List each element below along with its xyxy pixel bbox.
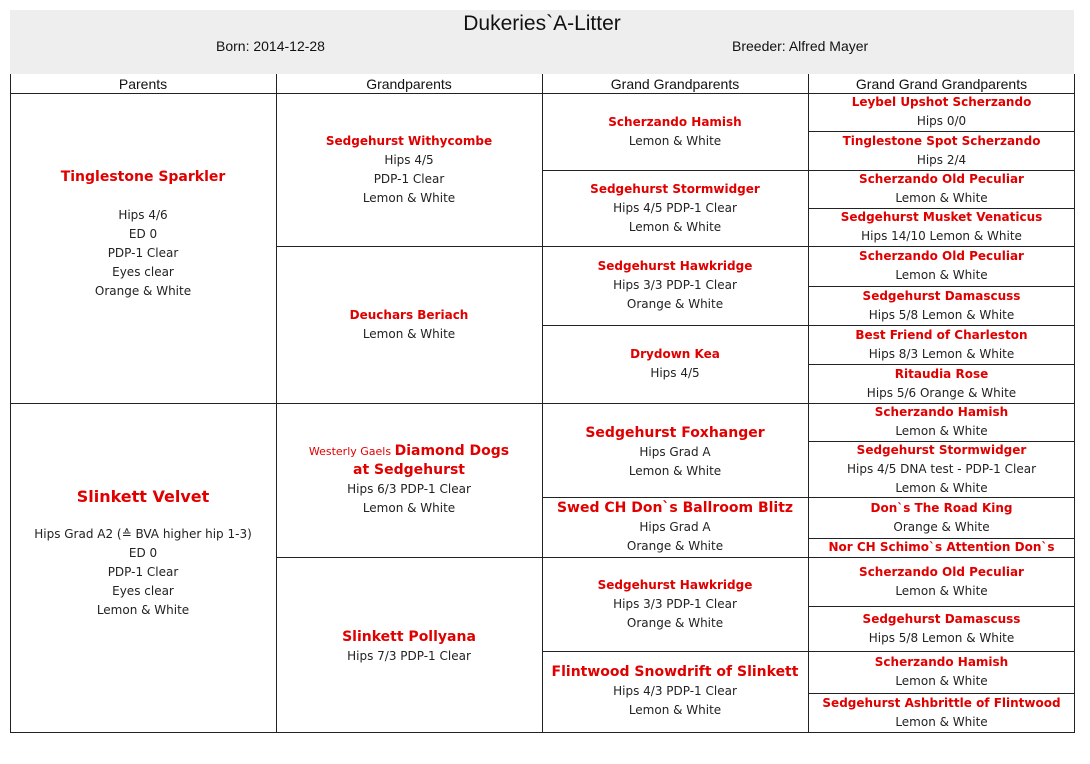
grid-horizontal xyxy=(808,693,1075,694)
pedigree-cell xyxy=(808,131,1075,170)
pedigree-cell xyxy=(542,325,808,403)
dog-name xyxy=(309,442,509,461)
grid-horizontal xyxy=(276,246,1075,247)
pedigree-cell xyxy=(10,79,276,389)
dog-detail: Orange & White xyxy=(626,615,724,630)
dog-detail: Lemon & White xyxy=(895,191,988,205)
grid-horizontal xyxy=(808,131,1075,132)
pedigree-cell xyxy=(542,557,808,651)
dog-detail: Hips Grad A xyxy=(639,519,711,534)
dog-name: Swed CH Don`s Ballroom Blitz xyxy=(556,499,794,516)
breeder-name: Breeder: Alfred Mayer xyxy=(732,38,869,54)
pedigree-cell xyxy=(808,208,1075,246)
grid-horizontal xyxy=(542,651,1075,652)
dog-detail: Lemon & White xyxy=(895,480,988,495)
dog-detail: Lemon & White xyxy=(895,268,988,282)
dog-detail: PDP-1 Clear xyxy=(107,565,179,579)
dog-detail: Eyes clear xyxy=(112,264,174,279)
litter-title: Dukeries`A-Litter xyxy=(463,12,621,35)
dog-name: Best Friend of Charleston xyxy=(855,327,1028,342)
dog-name: Sedgehurst Foxhanger xyxy=(585,424,765,441)
dog-detail: Hips 4/5 xyxy=(384,152,434,167)
born-date: Born: 2014-12-28 xyxy=(216,38,325,54)
dog-name: Sedgehurst Stormwidger xyxy=(856,442,1027,457)
dog-detail: Hips 2/4 xyxy=(916,152,967,167)
dog-name-line2: at Sedgehurst xyxy=(353,462,465,478)
dog-name: Sedgehurst Stormwidger xyxy=(590,181,760,196)
dog-detail: Hips 4/5 PDP-1 Clear xyxy=(613,200,737,215)
pedigree-cell xyxy=(808,93,1075,131)
dog-detail: Lemon & White xyxy=(362,326,456,341)
dog-detail: Lemon & White xyxy=(628,703,722,717)
dog-detail: Hips 3/3 PDP-1 Clear xyxy=(613,596,737,611)
dog-name: Scherzando Hamish xyxy=(608,114,742,129)
dog-name: Sedgehurst Hawkridge xyxy=(597,259,753,273)
column-header: Grand Grandparents xyxy=(610,76,740,92)
dog-detail: Hips Grad A2 (≙ BVA higher hip 1-3) xyxy=(34,527,252,541)
dog-detail: Lemon & White xyxy=(628,133,722,148)
pedigree-cell xyxy=(808,441,1075,497)
dog-name: Scherzando Hamish xyxy=(874,655,1009,669)
pedigree-cell xyxy=(808,538,1075,557)
dog-name: Nor CH Schimo`s Attention Don`s xyxy=(828,540,1055,554)
pedigree-cell xyxy=(808,325,1075,364)
column-header: Grandparents xyxy=(366,76,452,92)
dog-name: Scherzando Old Peculiar xyxy=(859,172,1024,186)
dog-name: Drydown Kea xyxy=(630,347,720,361)
dog-name: Don`s The Road King xyxy=(870,500,1013,515)
dog-detail: Hips 5/8 Lemon & White xyxy=(868,630,1015,645)
grid-horizontal xyxy=(542,170,1075,171)
pedigree-cell xyxy=(276,559,542,734)
pedigree-cell xyxy=(276,93,542,246)
pedigree-cell xyxy=(276,403,542,557)
dog-detail: Hips 8/3 Lemon & White xyxy=(868,346,1015,361)
dog-detail: Hips 4/6 xyxy=(118,207,168,222)
pedigree-cell xyxy=(542,246,808,325)
dog-name: Deuchars Beriach xyxy=(349,307,469,322)
dog-detail: PDP-1 Clear xyxy=(107,245,179,260)
dog-name: Sedgehurst Damascuss xyxy=(862,611,1021,626)
dog-detail: Hips 3/3 PDP-1 Clear xyxy=(613,278,737,292)
pedigree-cell xyxy=(808,606,1075,651)
pedigree-cell xyxy=(808,693,1075,732)
dog-detail: Orange & White xyxy=(94,283,192,298)
dog-name: Scherzando Old Peculiar xyxy=(859,249,1024,263)
dog-name-part: Diamond Dogs xyxy=(394,443,510,459)
pedigree-cell xyxy=(542,405,808,499)
grid-horizontal xyxy=(808,441,1075,442)
pedigree-cell xyxy=(808,170,1075,208)
column-header: Grand Grand Grandparents xyxy=(855,76,1028,92)
dog-name: Scherzando Hamish xyxy=(874,405,1009,419)
dog-name: Scherzando Old Peculiar xyxy=(859,564,1024,579)
dog-detail: Hips 4/5 xyxy=(650,366,700,380)
grid-top xyxy=(10,93,1075,94)
dog-detail: Eyes clear xyxy=(112,584,174,598)
grid-horizontal xyxy=(542,497,1075,498)
pedigree-cell xyxy=(808,286,1075,325)
dog-detail: Lemon & White xyxy=(628,463,722,478)
dog-detail: Hips 4/3 PDP-1 Clear xyxy=(613,684,737,698)
grid-horizontal xyxy=(808,286,1075,287)
dog-detail: Hips 4/5 DNA test - PDP-1 Clear xyxy=(846,461,1037,476)
dog-detail: ED 0 xyxy=(128,546,158,560)
pedigree-cell xyxy=(542,93,808,170)
pedigree-cell xyxy=(10,389,276,718)
pedigree-cell xyxy=(808,651,1075,693)
dog-name: Leybel Upshot Scherzando xyxy=(851,95,1032,109)
dog-name: Slinkett Pollyana xyxy=(342,628,476,645)
dog-detail: Hips 14/10 Lemon & White xyxy=(861,229,1022,243)
grid-horizontal xyxy=(808,538,1075,539)
dog-name: Slinkett Velvet xyxy=(76,487,210,506)
column-header: Parents xyxy=(118,76,168,92)
dog-name: Sedgehurst Hawkridge xyxy=(597,577,753,592)
dog-detail: Lemon & White xyxy=(895,674,988,688)
dog-name: Sedgehurst Musket Venaticus xyxy=(840,210,1043,224)
dog-detail: Orange & White xyxy=(893,519,990,534)
pedigree-cell xyxy=(276,246,542,403)
dog-detail: Lemon & White xyxy=(895,714,988,729)
dog-name: Flintwood Snowdrift of Slinkett xyxy=(551,664,799,680)
pedigree-cell xyxy=(542,651,808,732)
pedigree-cell xyxy=(808,557,1075,606)
dog-detail: Hips 0/0 xyxy=(916,114,967,128)
pedigree-cell xyxy=(542,497,808,557)
pedigree-cell xyxy=(808,246,1075,286)
grid-bottom xyxy=(10,732,1075,733)
dog-detail: ED 0 xyxy=(128,226,158,241)
dog-detail: Hips 7/3 PDP-1 Clear xyxy=(347,648,471,663)
grid-horizontal xyxy=(808,208,1075,209)
grid-horizontal xyxy=(808,364,1075,365)
pedigree-header xyxy=(10,10,1074,74)
dog-detail: Lemon & White xyxy=(895,424,988,438)
grid-horizontal xyxy=(276,557,1075,558)
dog-detail: Hips 6/3 PDP-1 Clear xyxy=(347,482,471,496)
dog-detail: PDP-1 Clear xyxy=(373,171,445,186)
dog-name: Sedgehurst Ashbrittle of Flintwood xyxy=(822,695,1061,710)
dog-detail: Lemon & White xyxy=(362,501,456,515)
dog-detail: Orange & White xyxy=(626,538,724,553)
pedigree-cell xyxy=(808,364,1075,403)
dog-name: Tinglestone Spot Scherzando xyxy=(842,133,1041,148)
kennel-prefix: Westerly Gaels xyxy=(308,445,395,458)
dog-detail: Lemon & White xyxy=(362,190,456,205)
dog-detail: Hips 5/8 Lemon & White xyxy=(868,307,1015,322)
grid-horizontal xyxy=(10,403,1075,404)
dog-detail: Lemon & White xyxy=(96,603,190,617)
dog-name: Tinglestone Sparkler xyxy=(60,168,226,185)
dog-name: Ritaudia Rose xyxy=(894,366,989,381)
grid-horizontal xyxy=(542,325,1075,326)
dog-detail: Orange & White xyxy=(626,297,724,311)
pedigree-cell xyxy=(808,497,1075,538)
dog-detail: Hips Grad A xyxy=(639,444,711,459)
dog-detail: Lemon & White xyxy=(895,583,988,598)
dog-detail: Hips 5/6 Orange & White xyxy=(866,385,1017,400)
dog-detail: Lemon & White xyxy=(628,219,722,234)
pedigree-cell xyxy=(542,170,808,246)
pedigree-cell xyxy=(808,403,1075,441)
grid-horizontal xyxy=(808,606,1075,607)
dog-name: Sedgehurst Withycombe xyxy=(325,133,493,148)
dog-name: Sedgehurst Damascuss xyxy=(862,288,1021,303)
